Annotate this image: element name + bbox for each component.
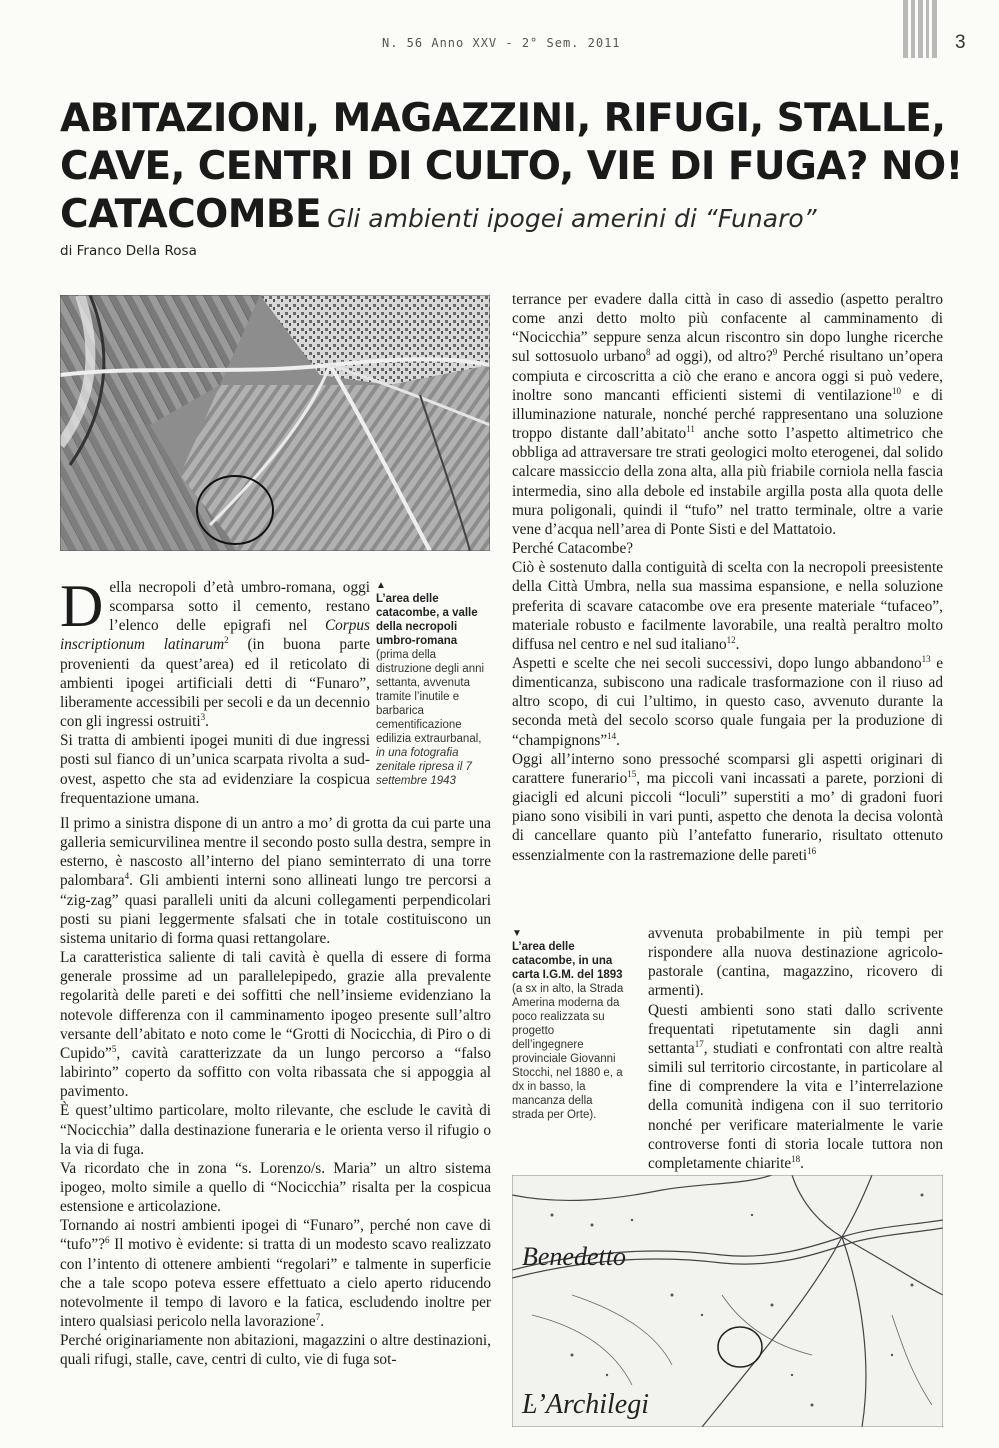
map-label-benedetto: Benedetto	[522, 1242, 626, 1271]
caption-up-arrow-icon: ▲	[376, 580, 386, 591]
paragraph-r2: Perché Catacombe?	[512, 540, 634, 558]
caption2-text: (a sx in alto, la Strada Amerina moderna da poco realizzata su progetto dell’ingegnere provinciale Giovanni Stocchi, nel 1880 e, a dx in basso, la mancanza della strada per Orte).	[512, 983, 624, 1121]
title-line-3	[60, 191, 963, 243]
caption-igm-map	[512, 928, 627, 1122]
paragraph-r1: terrance per evadere dalla città in caso di assedio (aspetto peraltro come anzi detto molto più confacente al camminamento di “Nocicchia” seppure senza alcun riscontro sin dopo lunghe ricerche sul sottosuolo urbano$^8$ ad oggi), od altro?$^9$ Perché risultano un’opera compiuta e circoscritta a ciò che erano e ancora oggi si può vedere, inoltre sono mancanti efficienti sistemi di ventilazione$^{10}$ e di illuminazione naturale, nonché perché rappresentano una soluzione troppo distante dall’abitato$^{11}$ anche sotto l’aspetto altimetrico che obbliga ad attraversare tre strati geologici molto eterogenei, dal solido calcare massiccio della zona alta, alla più friabile corniola nella fascia intermedia, sino alla debole ed instabile argilla posta alla quota delle mura poligonali, quindi il “tufo” nel tratto terminale, oltre a varie vene d’acqua nell’area di Ponte Sisti e del Mattatoio.	[512, 291, 944, 538]
caption1-title: L’area delle catacombe, a valle della necropoli umbro-romana	[376, 593, 478, 647]
caption1-italic: in una fotografia zenitale ripresa il 7 settembre 1943	[376, 747, 472, 787]
paragraph-1: Della necropoli d’età umbro-romana, oggi scomparsa sotto il cemento, restano l’elenco delle epigrafi nel Corpus inscriptionum latinarum$^2$ (in buona parte provenienti da quest’area) ed il reticolato di ambienti ipogei artificiali detti di “Funaro”, liberamente accessibili per secoli e da un decennio con gli ingressi ostruiti$^3$.	[60, 573, 371, 731]
paragraph-2: Si tratta di ambienti ipogei muniti di due ingressi posti sul fianco di un’unica scarpata rivolta a sud-ovest, aspetto che sta ad evidenziare la cospicua frequentazione umana.	[60, 732, 370, 807]
title-line-2: CAVE, CENTRI DI CULTO, VIE DI FUGA? NO!	[60, 144, 963, 189]
page-corner-bars	[903, 0, 943, 58]
paragraph-3: Il primo a sinistra dispone di un antro a mo’ di grotta da cui parte una galleria semicurvilinea mentre il secondo posto sulla destra, sempre in esterno, è nascosto all’interno del piano seminterrato di una torre palombara$^4$. Gli ambienti interni sono allineati lungo tre percorsi a “zig-zag” quasi paralleli uniti da alcuni collegamenti perpendicolari posti su piani leggermente sfalsati che in totale costituiscono un sistema unitario di forma quasi rettangolare.	[60, 815, 491, 947]
paragraph-r5-start: Oggi all’interno sono pressoché scomparsi gli aspetti originari di carattere funerario$^{15}$, ma piccoli vani incassati a parete, porzioni di giacigli ed alcuni piccoli “loculi” superstiti a mo’ di gradoni fuori piano sono visibili in vari punti, aspetto che denota la decisa volontà di cancellare quanto più l’antefatto funerario, risultato ottenuto essenzialmente con la rastremazione delle pareti$^{16}$	[512, 750, 943, 864]
body-column-left-top	[60, 573, 371, 808]
issue-header: N. 56 Anno XXV - 2° Sem. 2011	[382, 36, 621, 50]
paragraph-r6: Questi ambienti sono stati dallo scrivente frequentati ripetutamente sin dagli anni settanta$^{17}$, studiati e confrontati con altre realtà simili sul territorio circostante, in particolare al fine di comprendere la vita e l’interrelazione della comunità indigena con il suo territorio nonché per verificare materialmente le varie controverse fonti di storia locale tuttora non completamente chiarite$^{18}$.	[648, 1001, 943, 1172]
body-column-left	[60, 814, 491, 1370]
byline-prefix: di	[60, 243, 73, 259]
igm-map-1893	[512, 1175, 943, 1427]
caption1-text: (prima della distruzione degli anni settanta, avvenuta tramite l’inutile e barbarica cementificazione edilizia extraurbanal,	[376, 649, 485, 745]
aerial-photo	[60, 295, 490, 551]
page-number: 3	[955, 32, 966, 53]
paragraph-8: Perché originariamente non abitazioni, magazzini o altre destinazioni, quali rifugi, stalle, cave, centri di culto, vie di fuga sot-	[60, 1332, 491, 1369]
caption2-title: L’area delle catacombe, in una carta I.G.M. del 1893	[512, 941, 623, 981]
drop-cap: D	[60, 573, 104, 639]
paragraph-r4: Aspetti e scelte che nei secoli successivi, dopo lungo abbandono$^{13}$ e dimenticanza, subiscono una radicale trasformazione con il riuso ad altro scopo, di cui l’ultimo, in questo caso, avvenuto durante la seconda metà del secolo scorso quale fungaia per la produzione di “champignons”$^{14}$.	[512, 653, 944, 749]
body-column-right-top	[512, 290, 943, 865]
paragraph-5: È quest’ultimo particolare, molto rilevante, che esclude le cavità di “Nocicchia” dalla destinazione funeraria e le orienta verso il rifugio o la via di fuga.	[60, 1102, 491, 1158]
title-catacombe: CATACOMBE	[60, 192, 322, 237]
paragraph-4: La caratteristica saliente di tali cavità è quella di essere di forma generale prossime ad un parallelepipedo, grazie alla prevalente regolarità delle pareti e dei soffitti che nell’insieme evidenziano la notevole differenza con il camminamento ipogeo presente sull’altro versante dell’abitato e noto come le “Grotti di Nocicchia, di Piro o di Cupido”$^5$, cavità caratterizzate da un lungo percorso a “falso labirinto” coperto da soffitto con volta ribassata che si appoggia al pavimento.	[60, 949, 491, 1101]
body-column-right-bottom	[648, 924, 943, 1173]
paragraph-6: Va ricordato che in zona “s. Lorenzo/s. Maria” un altro sistema ipogeo, molto simile a quello di “Nocicchia” risalta per la cospicua estensione e articolazione.	[60, 1159, 491, 1216]
author-name: Franco Della Rosa	[76, 243, 197, 259]
map-label-archilegi: L’Archilegi	[522, 1389, 650, 1420]
article-subtitle: Gli ambienti ipogei amerini di “Funaro”	[327, 204, 817, 233]
title-line-1: ABITAZIONI, MAGAZZINI, RIFUGI, STALLE,	[60, 96, 946, 141]
paragraph-7: Tornando ai nostri ambienti ipogei di “Funaro”, perché non cave di “tufo”?$^6$ Il motivo è evidente: si tratta di un modesto scavo realizzato con l’intento di ottenere ambienti “regolari” e talmente in superficie che a tale scopo poteva essere effettuato a cielo aperto riducendo notevolmente il tempo di lavoro e la fatica, escludendo inoltre per intero qualsiasi pericolo nella lavorazione$^7$.	[60, 1217, 491, 1331]
paragraph-r3: Ciò è sostenuto dalla contiguità di scelta con la necropoli preesistente della Città Umbra, nella sua massima espansione, e nella soluzione preferita di scavare catacombe ove era presente materiale “tufaceo”, materiale robusto e facilmente lavorabile, una realtà peraltro molto diffusa nel centro e nel sud italiano$^{12}$.	[512, 559, 943, 653]
paragraph-r5-end: avvenuta probabilmente in più tempi per rispondere alla nuova destinazione agricolo-pastorale (cantina, magazzino, ricovero di armenti).	[648, 925, 943, 1000]
caption-down-arrow-icon: ▼	[512, 928, 522, 939]
article-title	[60, 95, 963, 243]
byline	[60, 243, 197, 259]
caption-aerial-photo	[376, 580, 491, 788]
